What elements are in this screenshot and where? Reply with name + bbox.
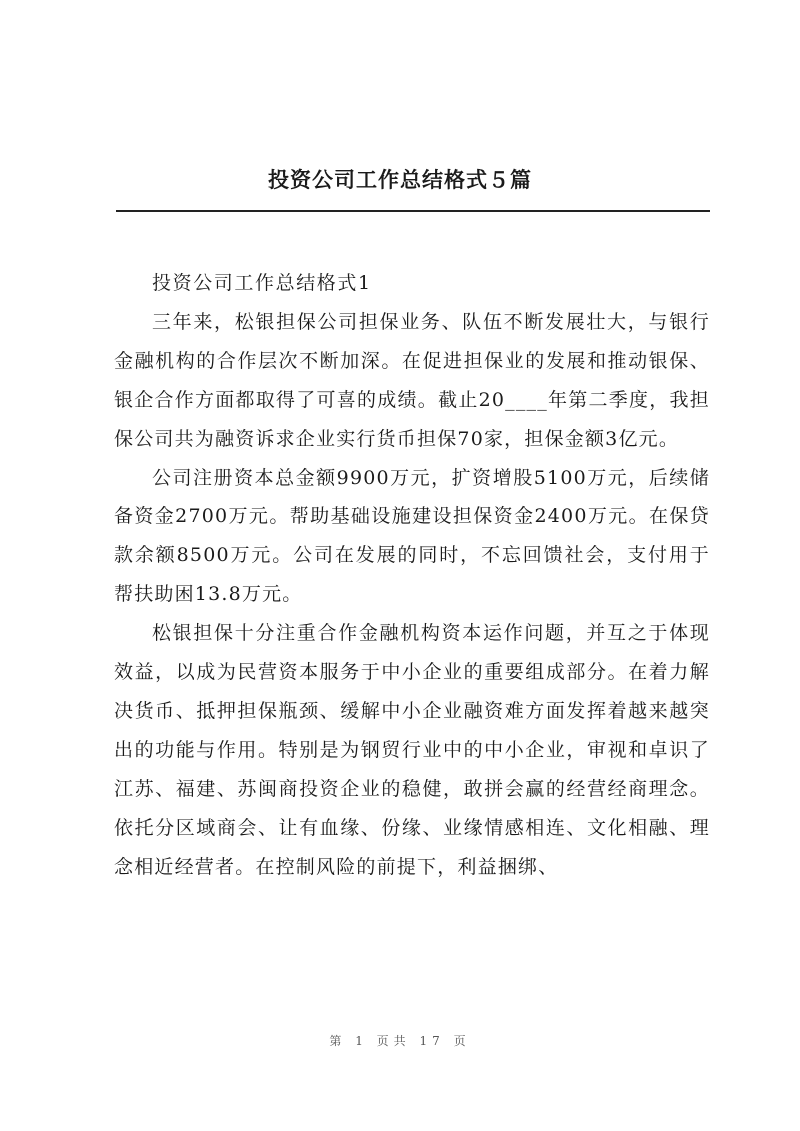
page-footer: 第 1 页共 17 页 — [329, 1034, 471, 1048]
section-heading: 投资公司工作总结格式1 — [152, 272, 372, 294]
document-title: 投资公司工作总结格式５篇 — [268, 168, 532, 192]
paragraph: 三年来，松银担保公司担保业务、队伍不断发展壮大，与银行金融机构的合作层次不断加深。在促进担保业的发展和推动银保、银企合作方面都取得了可喜的成绩。截止20____年第二季度，我担保公司共为融资诉求企业实行货币担保70家，担保金额3亿元。 — [114, 310, 710, 450]
title-divider — [116, 210, 710, 212]
document-body — [114, 264, 710, 887]
paragraph: 松银担保十分注重合作金融机构资本运作问题，并互之于体现效益，以成为民营资本服务于中小企业的重要组成部分。在着力解决货币、抵押担保瓶颈、缓解中小企业融资难方面发挥着越来越突出的功能与作用。特别是为钢贸行业中的中小企业，审视和卓识了江苏、福建、苏闽商投资企业的稳健，敢拼会赢的经营经商理念。依托分区域商会、让有血缘、份缘、业缘情感相连、文化相融、理念相近经营者。在控制风险的前提下，利益捆绑、 — [114, 622, 710, 878]
paragraph: 公司注册资本总金额9900万元，扩资增股5100万元，后续储备资金2700万元。帮助基础设施建设担保资金2400万元。在保贷款余额8500万元。公司在发展的同时，不忘回馈社会，支付用于帮扶助困13.8万元。 — [114, 466, 710, 606]
